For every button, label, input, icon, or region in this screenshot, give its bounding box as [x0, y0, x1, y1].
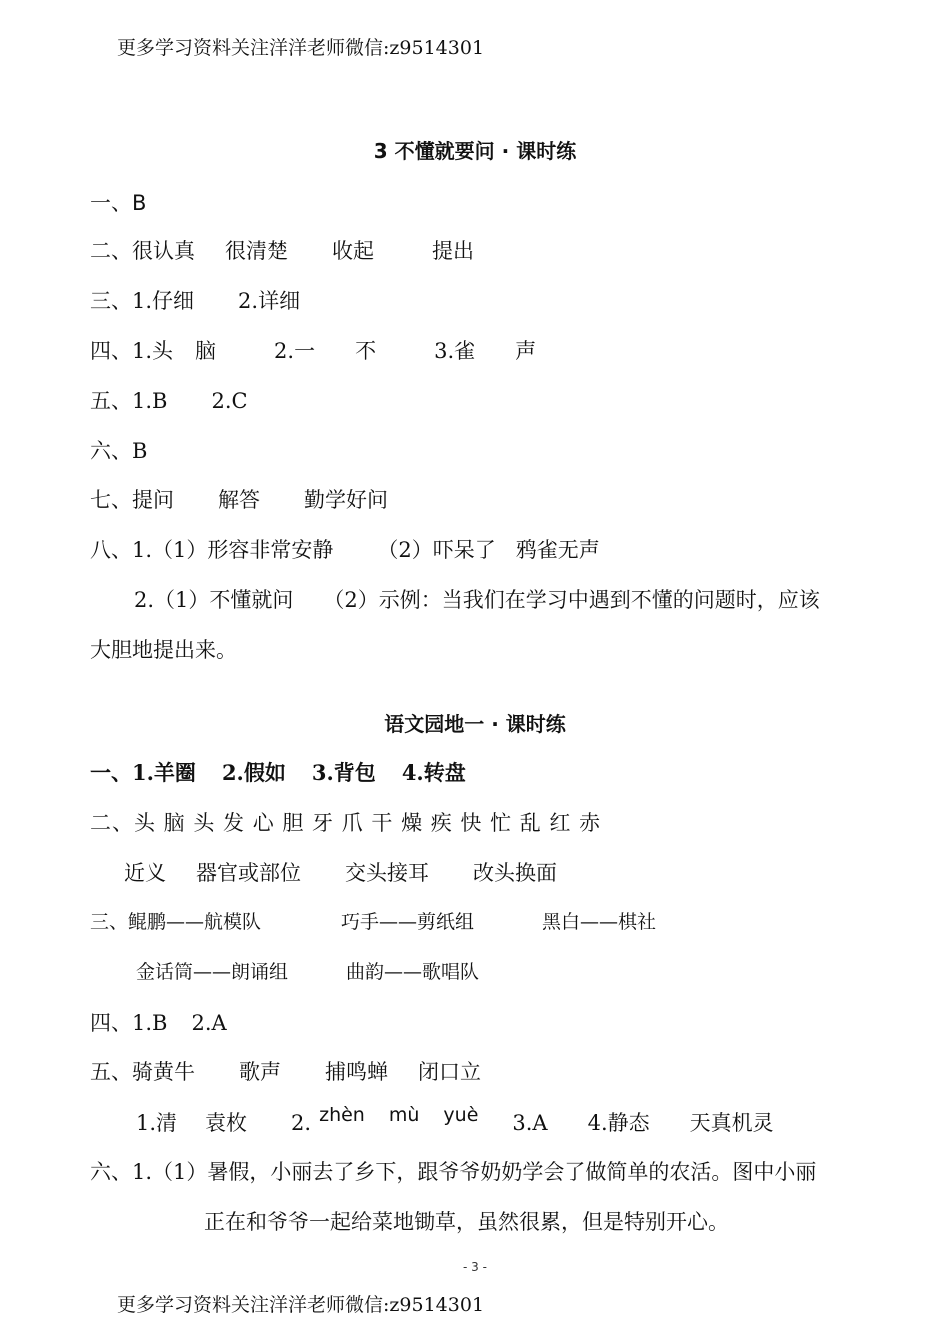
answer-item: 2.A — [191, 1011, 227, 1035]
answer-line-5 — [90, 385, 248, 415]
answer-item: 解答 — [218, 488, 260, 512]
answer-prefix: 三、 — [90, 911, 129, 933]
answer-item: 2.详细 — [238, 289, 301, 313]
answer-line-2 — [90, 235, 474, 265]
answer-prefix: 一、 — [90, 760, 132, 785]
answer-line-12 — [90, 807, 601, 837]
answer-item: 鸦雀无声 — [515, 538, 600, 562]
answer-line-17 — [90, 1056, 481, 1086]
answer-prefix: 五、 — [90, 1060, 132, 1084]
answer-item: 3.A — [512, 1111, 548, 1135]
pinyin-yue: yuè — [443, 1104, 479, 1126]
answer-line-14 — [90, 907, 656, 934]
answer-line-11 — [90, 757, 466, 787]
answer-item: 器官或部位 — [196, 861, 301, 885]
answer-item: 脑 — [195, 339, 217, 363]
answer-item: 提出 — [432, 239, 474, 263]
answer-item: 1.B — [132, 389, 168, 413]
answer-prefix: 七、 — [90, 488, 132, 512]
answer-item: 声 — [515, 339, 537, 363]
page-number: - 3 - — [463, 1260, 487, 1274]
answer-item: 交头接耳 — [345, 861, 429, 885]
answer-text: 大胆地提出来。 — [90, 638, 237, 662]
page-footer: 更多学习资料关注洋洋老师微信:z9514301 — [117, 1294, 485, 1316]
answer-line-10 — [90, 634, 237, 664]
answer-text: 二、头 脑 头 发 心 胆 牙 爪 干 燥 疾 快 忙 乱 红 赤 — [90, 811, 602, 835]
answer-item: 金话筒——朗诵组 — [136, 961, 289, 983]
answer-line-16 — [90, 1007, 227, 1037]
answer-prefix: 二、 — [90, 239, 132, 263]
answer-line-3 — [90, 285, 300, 315]
answer-item: 巧手——剪纸组 — [341, 911, 475, 933]
section-title-2: 语文园地一 · 课时练 — [384, 712, 566, 736]
answer-line-19 — [90, 1156, 816, 1186]
answer-line-9 — [134, 584, 820, 614]
answer-item: 曲韵——歌唱队 — [346, 961, 480, 983]
answer-line-13 — [124, 857, 557, 887]
answer-item: 2.C — [211, 389, 248, 413]
answer-item: 3.雀 — [434, 339, 476, 363]
answer-line-15 — [136, 957, 479, 984]
answer-item: 改头换面 — [473, 861, 557, 885]
page-header: 更多学习资料关注洋洋老师微信:z9514301 — [117, 37, 485, 59]
answer-item: 4.静态 — [587, 1111, 650, 1135]
answer-prefix: 六、 — [90, 1160, 132, 1184]
answer-line-1 — [90, 187, 146, 217]
answer-prefix: 五、 — [90, 389, 132, 413]
answer-line-20 — [204, 1206, 729, 1236]
answer-item: 很清楚 — [225, 239, 288, 263]
answer-item: 1.B — [132, 1011, 168, 1035]
answer-item: 2.一 — [274, 339, 316, 363]
answer-item: 3.背包 — [311, 760, 376, 785]
answer-prefix: 三、 — [90, 289, 132, 313]
answer-line-7 — [90, 484, 388, 514]
answer-item: 1.头 — [132, 339, 174, 363]
answer-item: 歌声 — [239, 1060, 281, 1084]
answer-item: 不 — [355, 339, 377, 363]
answer-item: 2.假如 — [221, 760, 286, 785]
section-title-1: 3 不懂就要问 · 课时练 — [373, 139, 577, 163]
answer-item: 1.羊圈 — [132, 760, 196, 785]
answer-item: 1.（1）暑假，小丽去了乡下，跟爷爷奶奶学会了做简单的农活。图中小丽 — [132, 1160, 817, 1184]
answer-item: 2.（1）不懂就问 — [134, 588, 294, 612]
answer-item: 很认真 — [132, 239, 195, 263]
answer-prefix: 四、 — [90, 1011, 132, 1035]
answer-text: 正在和爷爷一起给菜地锄草，虽然很累，但是特别开心。 — [204, 1210, 729, 1234]
answer-item: 天真机灵 — [689, 1111, 774, 1135]
answer-item: 提问 — [132, 488, 174, 512]
answer-item: 勤学好问 — [304, 488, 388, 512]
answer-item: 2. — [291, 1111, 312, 1135]
answer-item: （2）吓呆了 — [377, 538, 496, 562]
answer-line-6 — [90, 435, 147, 465]
pinyin-zhen: zhèn — [319, 1104, 365, 1126]
answer-item: 1.清 — [136, 1111, 178, 1135]
answer-prefix: 八、 — [90, 538, 132, 562]
answer-text: 一、B — [90, 191, 147, 215]
answer-item: 1.（1）形容非常安静 — [132, 538, 334, 562]
answer-text: 六、B — [90, 439, 148, 463]
answer-item: 近义 — [124, 861, 166, 885]
answer-line-8 — [90, 534, 600, 564]
answer-item: 骑黄牛 — [132, 1060, 195, 1084]
answer-item: 捕鸣蝉 — [325, 1060, 388, 1084]
answer-item: 黑白——棋社 — [542, 911, 657, 933]
answer-item: 1.仔细 — [132, 289, 195, 313]
answer-item: 闭口立 — [418, 1060, 481, 1084]
answer-item: （2）示例：当我们在学习中遇到不懂的问题时，应该 — [323, 588, 820, 612]
answer-line-18 — [136, 1104, 774, 1137]
answer-line-4 — [90, 335, 536, 365]
answer-prefix: 四、 — [90, 339, 132, 363]
answer-item: 鲲鹏——航模队 — [128, 911, 262, 933]
answer-item: 收起 — [332, 239, 374, 263]
pinyin-mu: mù — [388, 1104, 420, 1126]
answer-item: 4.转盘 — [401, 760, 466, 785]
answer-item: 袁枚 — [205, 1111, 248, 1135]
